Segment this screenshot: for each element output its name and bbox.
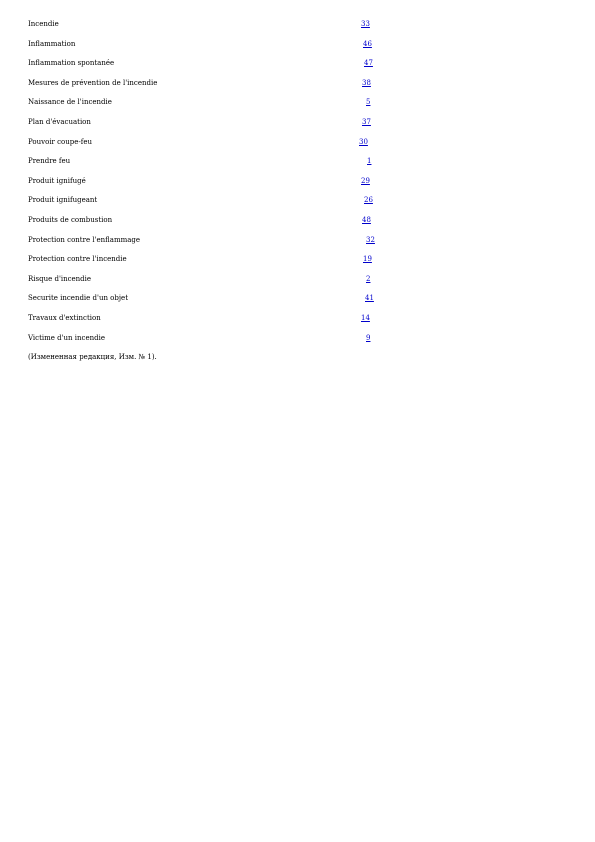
page-number-link[interactable]: 2	[366, 274, 371, 283]
index-term: Securite incendie d'un objet	[28, 294, 129, 303]
page-number-link[interactable]: 37	[362, 117, 371, 126]
page-number-link[interactable]: 1	[367, 157, 372, 166]
index-row	[28, 116, 388, 136]
page-number-link[interactable]: 32	[366, 235, 375, 244]
index-row	[28, 273, 388, 293]
index-term: Prendre feu	[28, 157, 71, 166]
page-number-link[interactable]: 41	[365, 294, 374, 303]
index-term: Risque d'incendie	[28, 274, 92, 283]
index-row	[28, 214, 388, 234]
index-row	[28, 57, 388, 77]
page-number-link[interactable]: 19	[363, 255, 372, 264]
index-term: Naissance de l'incendie	[28, 98, 112, 107]
index-term: Protection contre l'incendie	[28, 255, 127, 264]
index-row	[28, 136, 388, 156]
index-list	[28, 18, 388, 351]
index-term: Inflammation	[28, 39, 76, 48]
index-row	[28, 18, 388, 38]
index-row	[28, 155, 388, 175]
index-row	[28, 77, 388, 97]
page-number-link[interactable]: 48	[362, 215, 371, 224]
page-number-link[interactable]: 33	[361, 20, 370, 28]
index-term: Pouvoir coupe-feu	[28, 137, 93, 146]
index-row	[28, 253, 388, 273]
index-row	[28, 38, 388, 58]
index-term: Mesures de prévention de l'incendie	[28, 78, 158, 87]
page-number-link[interactable]: 47	[364, 59, 373, 68]
index-term: Travaux d'extinction	[28, 313, 101, 322]
amendment-note: (Измененная редакция, Изм. № 1).	[28, 353, 157, 361]
index-term: Inflammation spontanée	[28, 59, 115, 68]
page-number-link[interactable]: 26	[364, 196, 373, 205]
page-number-link[interactable]: 9	[366, 333, 371, 342]
index-row	[28, 194, 388, 214]
index-row	[28, 332, 388, 352]
page-number-link[interactable]: 29	[361, 176, 370, 185]
page-number-link[interactable]: 46	[363, 39, 372, 48]
page-number-link[interactable]: 30	[359, 137, 368, 146]
index-term: Produits de combustion	[28, 215, 113, 224]
index-row	[28, 234, 388, 254]
index-term: Produit ignifugé	[28, 176, 86, 185]
index-row	[28, 96, 388, 116]
index-term: Protection contre l'enflammage	[28, 235, 141, 244]
index-term: Produit ignifugeant	[28, 196, 98, 205]
index-term: Victime d'un incendie	[28, 333, 105, 342]
index-term: Plan d'évacuation	[28, 117, 91, 126]
index-row	[28, 175, 388, 195]
page-number-link[interactable]: 38	[362, 78, 371, 87]
page-number-link[interactable]: 14	[361, 313, 370, 322]
index-term: Incendie	[28, 20, 59, 28]
index-row	[28, 292, 388, 312]
index-row	[28, 312, 388, 332]
page-number-link[interactable]: 5	[366, 98, 371, 107]
